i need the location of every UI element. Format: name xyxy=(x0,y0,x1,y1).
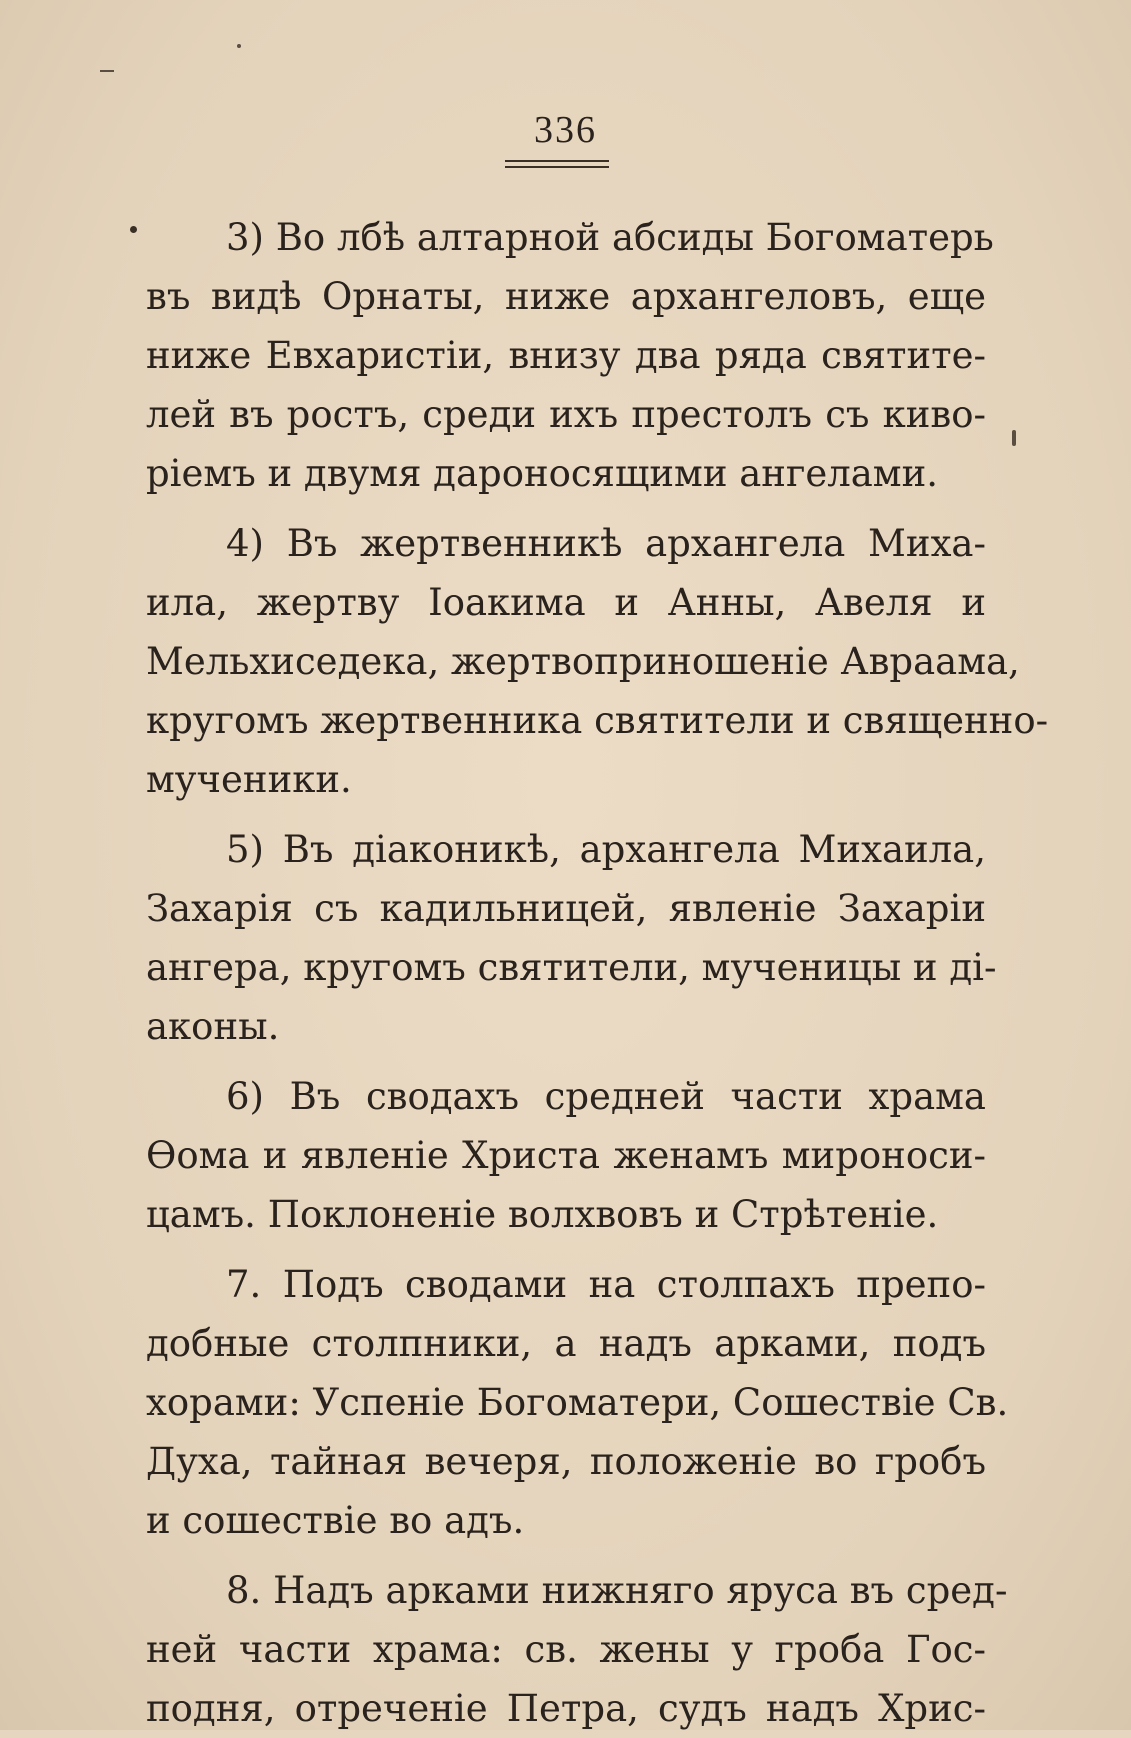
double-rule-bottom xyxy=(505,166,609,168)
speck xyxy=(1012,430,1016,446)
text-line: Ѳома и явленіе Христа женамъ мироноси- xyxy=(146,1134,986,1177)
page-number: 336 xyxy=(534,109,597,151)
speck xyxy=(237,44,241,48)
text-line: цамъ. Поклоненіе волхвовъ и Стрѣтеніе. xyxy=(146,1193,939,1236)
body-text xyxy=(146,208,1049,1738)
text-line: ила, жертву Іоакима и Анны, Авеля и xyxy=(146,581,986,624)
text-line: ангера, кругомъ святители, мученицы и ді- xyxy=(146,946,997,989)
text-line: Мельхиседека, жертвоприношеніе Авраама, xyxy=(146,640,1020,683)
text-line: аконы. xyxy=(146,1005,280,1048)
text-line: 3) Во лбѣ алтарной абсиды Богоматерь xyxy=(226,216,994,259)
text-line: подня, отреченіе Петра, судъ надъ Хрис- xyxy=(146,1687,986,1730)
paragraph-5 xyxy=(146,820,997,1056)
text-line: 8. Надъ арками нижняго яруса въ сред- xyxy=(226,1569,1008,1612)
text-line: въ видѣ Орнаты, ниже архангеловъ, еще xyxy=(146,275,986,318)
paragraph-8 xyxy=(146,1561,1008,1738)
paragraph-4 xyxy=(146,514,1049,809)
text-line: добные столпники, а надъ арками, подъ xyxy=(146,1322,986,1365)
text-line: 4) Въ жертвенникѣ архангела Миха- xyxy=(226,522,986,565)
text-line: и сошествіе во адъ. xyxy=(146,1499,525,1542)
text-line: ней части храма: св. жены у гроба Гос- xyxy=(146,1628,986,1671)
double-rule-top xyxy=(505,160,609,162)
text-line: мученики. xyxy=(146,758,352,801)
paragraph-7 xyxy=(146,1255,1009,1550)
text-line: хорами: Успеніе Богоматери, Сошествіе Св. xyxy=(146,1381,1009,1424)
text-line: кругомъ жертвенника святители и священно- xyxy=(146,699,1049,742)
text-line: ниже Евхаристіи, внизу два ряда святите- xyxy=(146,334,986,377)
text-line: Захарія съ кадильницей, явленіе Захаріи xyxy=(146,887,986,930)
text-line: ріемъ и двумя дароносящими ангелами. xyxy=(146,452,939,495)
paragraph-3 xyxy=(146,208,994,503)
paragraph-6 xyxy=(146,1067,986,1244)
text-line: 7. Подъ сводами на столпахъ препо- xyxy=(226,1263,986,1306)
text-line: 5) Въ діаконикѣ, архангела Михаила, xyxy=(226,828,986,871)
margin-dot xyxy=(130,226,137,233)
text-line: Духа, тайная вечеря, положеніе во гробъ xyxy=(146,1440,986,1483)
text-line: лей въ ростъ, среди ихъ престолъ съ киво- xyxy=(146,393,986,436)
text-line: 6) Въ сводахъ средней части храма xyxy=(226,1075,986,1118)
speck xyxy=(100,70,114,72)
